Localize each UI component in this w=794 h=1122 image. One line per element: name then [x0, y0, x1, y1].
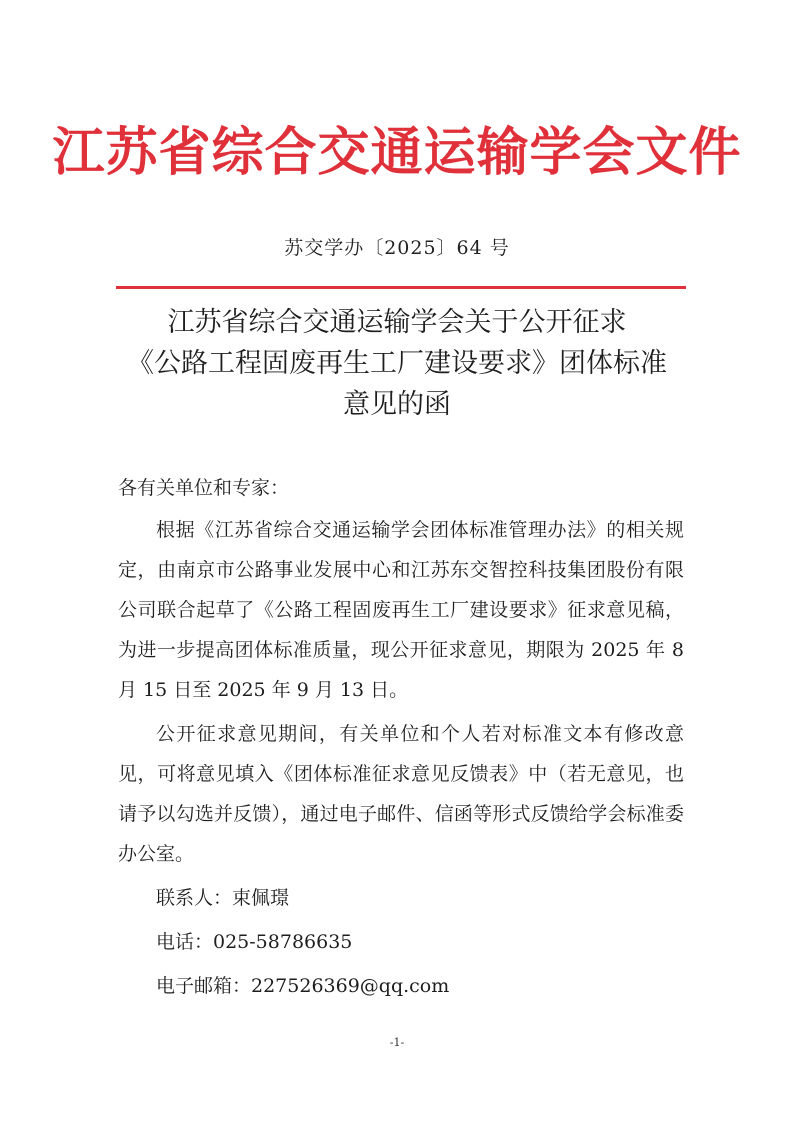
- document-title-line-2: 《公路工程固废再生工厂建设要求》团体标准: [127, 348, 667, 379]
- contact-phone: 电话：025-58786635: [156, 931, 353, 953]
- org-header-title: 江苏省综合交通运输学会文件: [52, 122, 742, 183]
- document-title-line-1: 江苏省综合交通运输学会关于公开征求: [167, 307, 627, 338]
- document-title-line-3: 意见的函: [343, 389, 451, 420]
- contact-email: 电子邮箱：227526369@qq.com: [156, 975, 450, 997]
- document-title: [100, 302, 694, 425]
- document-number: 苏交学办〔2025〕64 号: [284, 237, 510, 259]
- salutation: 各有关单位和专家：: [118, 477, 290, 499]
- document-body: [118, 470, 684, 1010]
- red-divider-line: [116, 286, 686, 289]
- page-number: -1-: [389, 1036, 405, 1049]
- contact-person: 联系人：束佩璟: [156, 887, 290, 909]
- body-paragraph-2: 公开征求意见期间，有关单位和个人若对标准文本有修改意见，可将意见填入《团体标准征求意见反馈表》中（若无意见，也请予以勾选并反馈），通过电子邮件、信函等形式反馈给学会标准委办公室。: [118, 723, 684, 865]
- body-paragraph-1: 根据《江苏省综合交通运输学会团体标准管理办法》的相关规定，由南京市公路事业发展中心和江苏东交智控科技集团股份有限公司联合起草了《公路工程固废再生工厂建设要求》征求意见稿，为进一步提高团体标准质量，现公开征求意见，期限为 2025 年 8 月 15 日至 2025 年 9 月 13 日。: [118, 519, 684, 701]
